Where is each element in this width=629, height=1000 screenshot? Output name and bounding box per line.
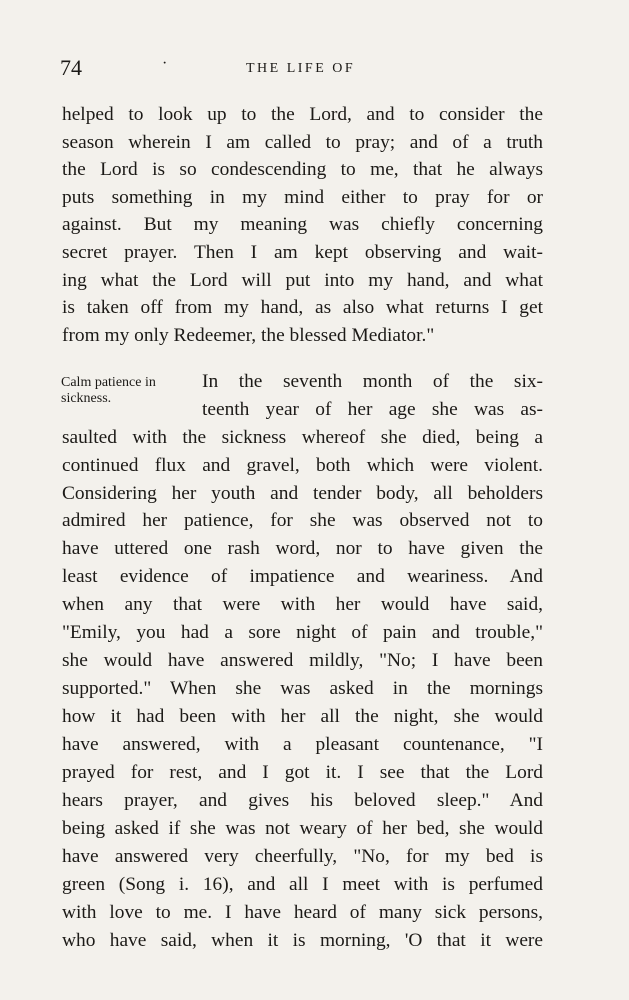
margin-note-line: sickness. (61, 391, 112, 406)
text-line: the Lord is so condescending to me, that he always (62, 159, 543, 180)
margin-note-line: Calm patience in (61, 375, 156, 390)
text-line: saulted with the sickness whereof she died, being a (62, 427, 543, 448)
text-line: continued flux and gravel, both which were violent. (62, 455, 543, 476)
text-line: secret prayer. Then I am kept observing and wait- (62, 242, 543, 263)
text-line: puts something in my mind either to pray for or (62, 187, 543, 208)
text-line: In the seventh month of the six- (202, 371, 543, 392)
text-line: when any that were with her would have said, (62, 594, 543, 615)
text-line: with love to me. I have heard of many sick persons, (62, 902, 543, 923)
text-line: hears prayer, and gives his beloved sleep." And (62, 790, 543, 811)
text-line: least evidence of impatience and weariness. And (62, 566, 543, 587)
text-line: how it had been with her all the night, she would (62, 706, 543, 727)
text-line: supported." When she was asked in the mornings (62, 678, 543, 699)
text-line: is taken off from my hand, as also what returns I get (62, 297, 543, 318)
page-header (60, 55, 580, 81)
text-line: have answered, with a pleasant countenance, "I (62, 734, 543, 755)
header-separator: · (162, 55, 168, 72)
text-line: ing what the Lord will put into my hand, and what (62, 270, 543, 291)
text-line: "Emily, you had a sore night of pain and trouble," (62, 622, 543, 643)
text-line: have answered very cheerfully, "No, for my bed is (62, 846, 543, 867)
text-line: Considering her youth and tender body, all beholders (62, 483, 543, 504)
text-line: season wherein I am called to pray; and of a truth (62, 132, 543, 153)
text-line: she would have answered mildly, "No; I have been (62, 650, 543, 671)
text-line: teenth year of her age she was as- (202, 399, 543, 420)
page-number: 74 (60, 55, 82, 80)
text-line: being asked if she was not weary of her bed, she would (62, 818, 543, 839)
text-line: helped to look up to the Lord, and to consider the (62, 104, 543, 125)
text-line: against. But my meaning was chiefly concerning (62, 214, 543, 235)
text-line: from my only Redeemer, the blessed Mediator." (62, 325, 435, 346)
text-line: admired her patience, for she was observed not to (62, 510, 543, 531)
text-line: have uttered one rash word, nor to have given the (62, 538, 543, 559)
text-line: prayed for rest, and I got it. I see that the Lord (62, 762, 543, 783)
running-title: THE LIFE OF (246, 61, 356, 76)
text-line: who have said, when it is morning, 'O that it were (62, 930, 543, 951)
text-line: green (Song i. 16), and all I meet with is perfumed (62, 874, 543, 895)
